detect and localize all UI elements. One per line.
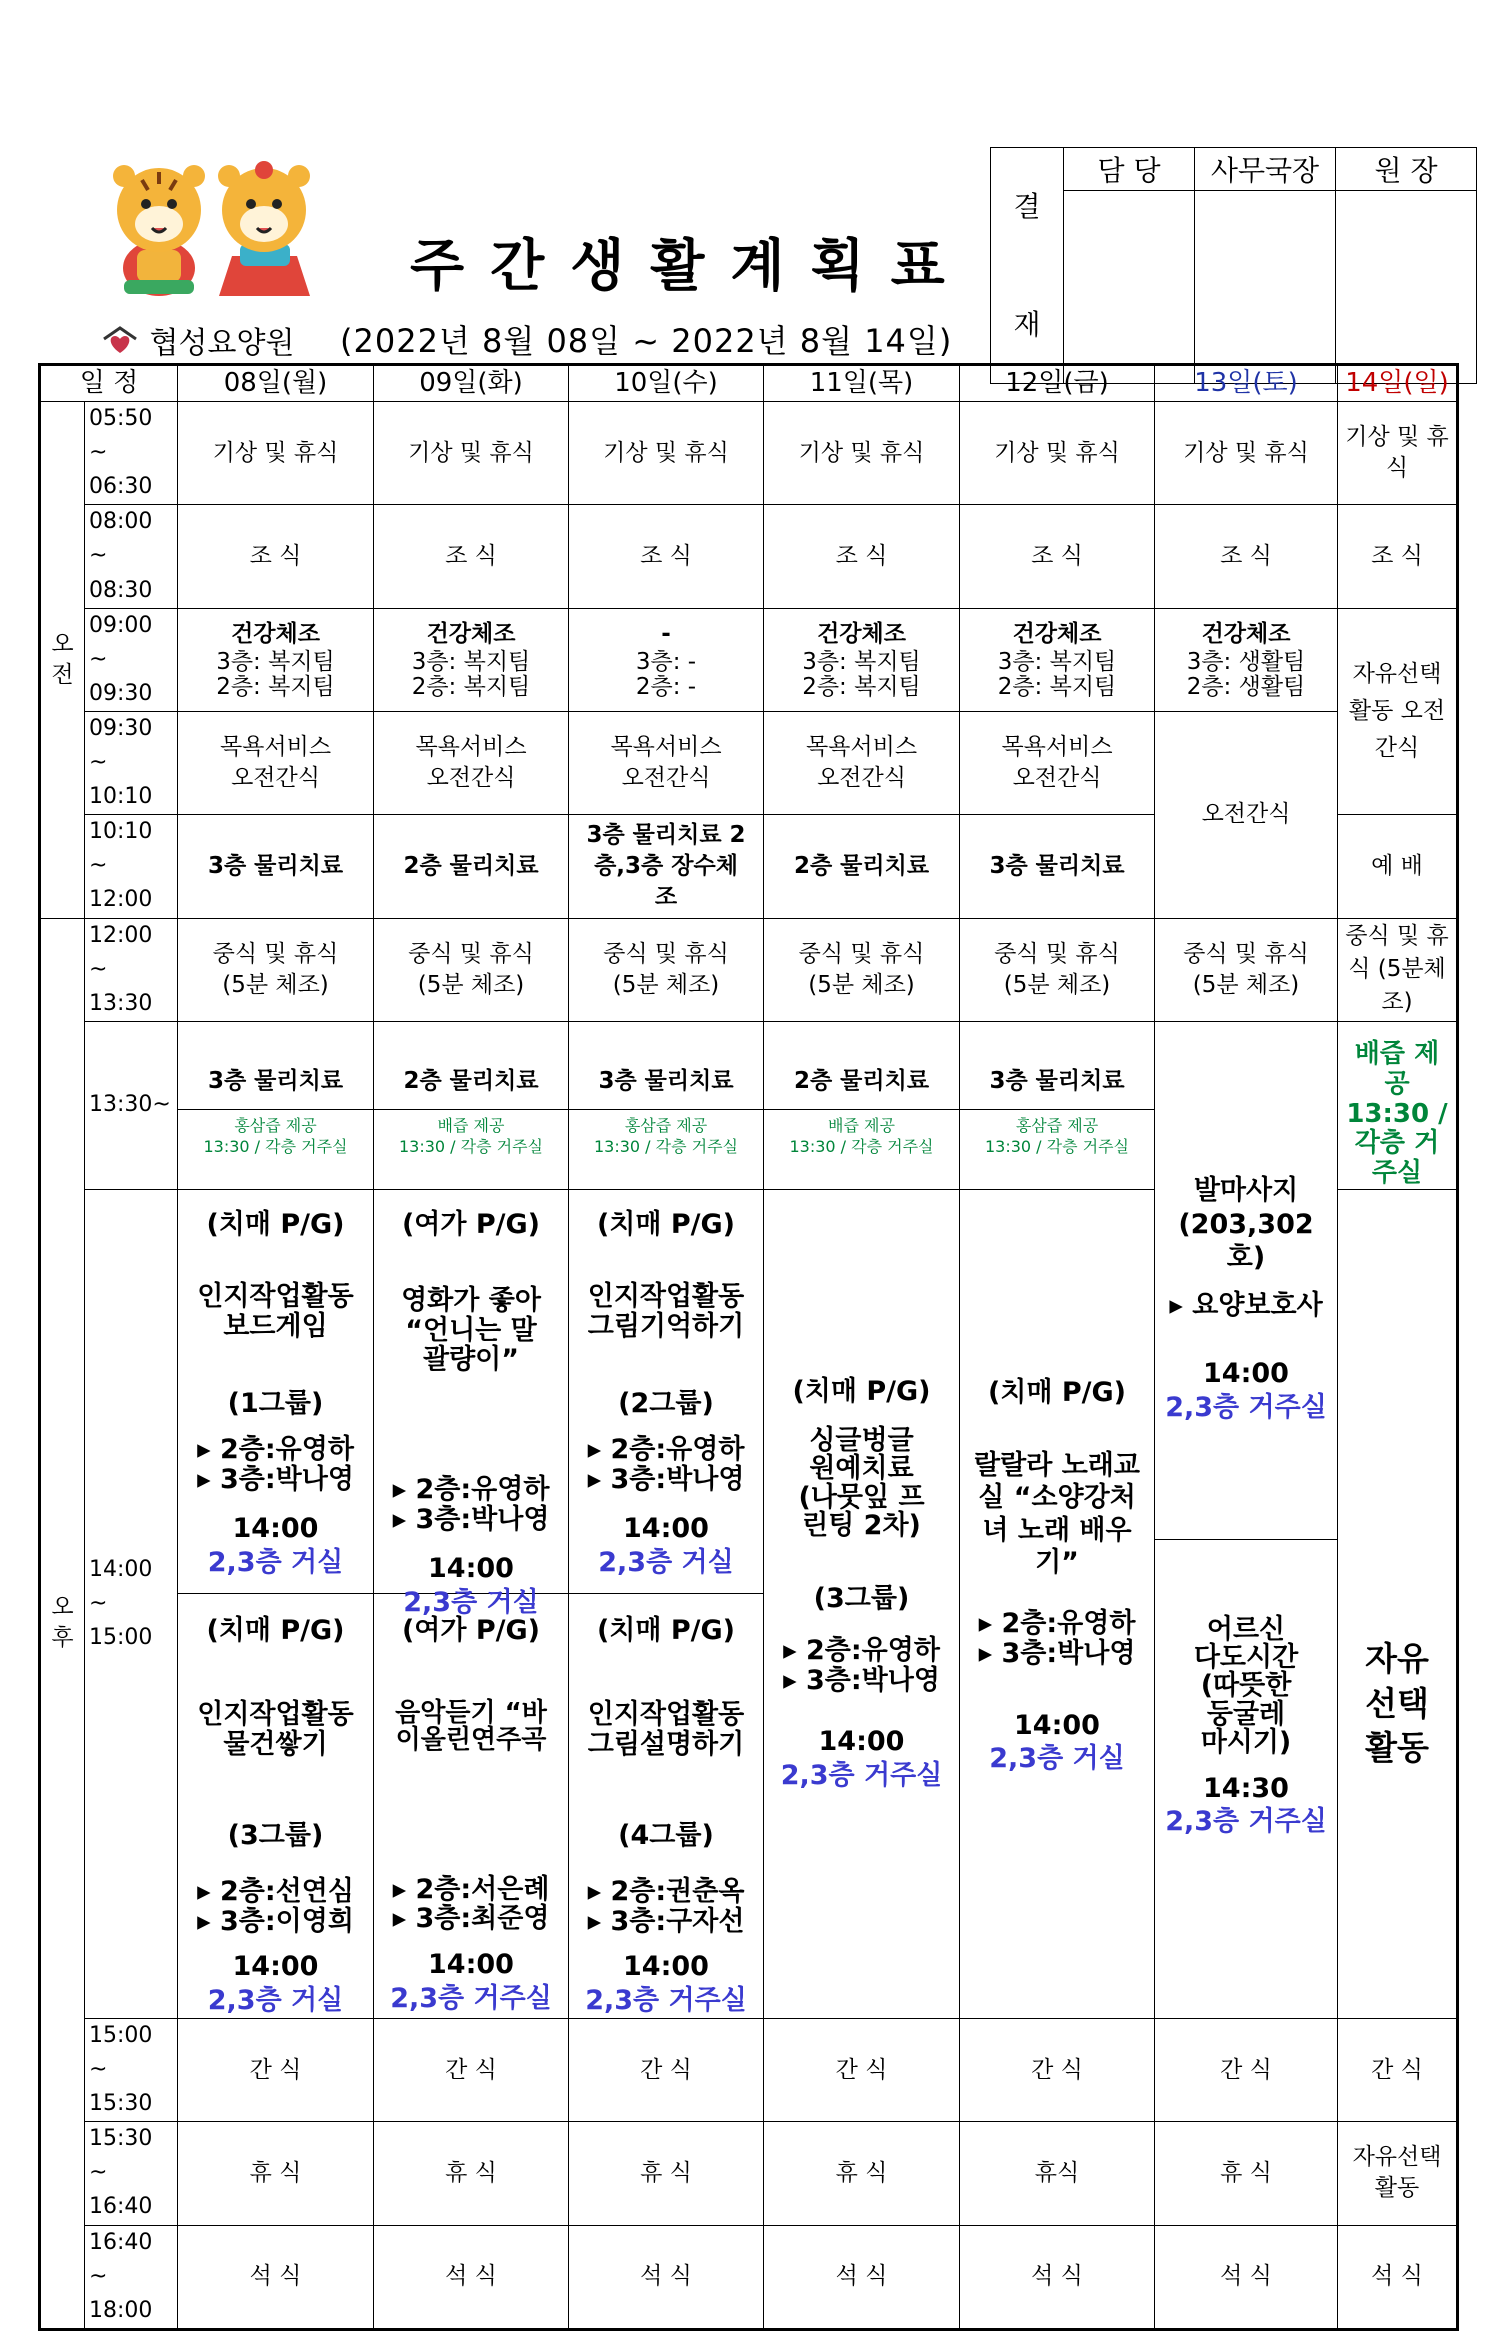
- breakfast-cell: 조 식: [569, 505, 764, 608]
- day-header-saturday: 13일(토): [1155, 365, 1338, 402]
- time-slot: 16:40 ~ 18:00: [85, 2225, 178, 2329]
- snack-cell: 간 식: [374, 2018, 569, 2121]
- org-name: [100, 318, 294, 362]
- exercise-cell: 건강체조 3층: 복지팀 2층: 복지팀: [374, 608, 569, 711]
- rest-cell: 휴 식: [569, 2122, 764, 2225]
- snack-cell: 간 식: [178, 2018, 374, 2121]
- sunday-free-activity-cell: 자유 선택 활동: [1338, 1190, 1458, 2019]
- lunch-cell: 중식 및 휴식 (5분 체조): [764, 918, 960, 1021]
- day-header-sunday: 14일(일): [1338, 365, 1458, 402]
- dinner-cell: 석 식: [569, 2225, 764, 2329]
- bath-cell: 목욕서비스 오전간식: [178, 711, 374, 814]
- saturday-afternoon-cell: 발마사지 (203,302호) ▸ 요양보호사 14:00 2,3층 거주실 어르신 다도시간 (따뜻한 둥굴레 마시기) 14:30 2,3층 거주실: [1155, 1021, 1338, 2018]
- day-header: 11일(목): [764, 365, 960, 402]
- page-title: 주간생활계획표: [410, 234, 971, 299]
- rest-cell: 휴식: [960, 2122, 1155, 2225]
- header-corner: 일 정: [40, 365, 178, 402]
- wake-cell: 기상 및 휴식: [374, 402, 569, 505]
- wake-cell: 기상 및 휴식: [960, 402, 1155, 505]
- dinner-cell: 석 식: [764, 2225, 960, 2329]
- bath-cell: 목욕서비스 오전간식: [569, 711, 764, 814]
- rest-cell-sunday: 자유선택 활동: [1338, 2122, 1458, 2225]
- rest-cell: 휴 식: [178, 2122, 374, 2225]
- wake-cell: 기상 및 휴식: [1155, 402, 1338, 505]
- therapy-cell: 2층 물리치료: [764, 815, 960, 918]
- heart-house-icon: [100, 325, 140, 357]
- day-header: 12일(금): [960, 365, 1155, 402]
- date-range: (2022년 8월 08일 ~ 2022년 8월 14일): [340, 322, 953, 360]
- wake-cell: 기상 및 휴식: [178, 402, 374, 505]
- lunch-cell: 중식 및 휴식 (5분 체조): [1155, 918, 1338, 1021]
- breakfast-cell: 조 식: [374, 505, 569, 608]
- day-header-row: [40, 365, 1458, 402]
- sunday-juice-cell: 배즙 제공 13:30 / 각층 거주실: [1338, 1021, 1458, 1189]
- breakfast-cell: 조 식: [178, 505, 374, 608]
- bath-cell: 목욕서비스 오전간식: [374, 711, 569, 814]
- lunch-cell-sunday: 중식 및 휴식 (5분체조): [1338, 918, 1458, 1021]
- therapy-cell: 3층 물리치료: [960, 815, 1155, 918]
- sign-box-manager[interactable]: [1064, 191, 1195, 384]
- snack-cell: 간 식: [569, 2018, 764, 2121]
- sunday-morning-cell: 자유선택 활동 오전간식: [1338, 608, 1458, 815]
- afternoon-therapy-cell: 3층 물리치료 홍삼즙 제공 13:30 / 각층 거주실: [178, 1021, 374, 1189]
- wake-cell-sunday: 기상 및 휴식: [1338, 402, 1458, 505]
- tiger-mascot-girl-icon: [212, 156, 317, 298]
- afternoon-therapy-cell: 3층 물리치료 홍삼즙 제공 13:30 / 각층 거주실: [569, 1021, 764, 1189]
- breakfast-cell: 조 식: [1155, 505, 1338, 608]
- approval-box: [990, 147, 1477, 384]
- exercise-cell: 건강체조 3층: 복지팀 2층: 복지팀: [960, 608, 1155, 711]
- approval-header-secretary: 사무국장: [1195, 148, 1336, 191]
- afternoon-label: 오 후: [40, 918, 85, 2329]
- bath-cell: 목욕서비스 오전간식: [960, 711, 1155, 814]
- program-cell-tuesday: (여가 P/G) 영화가 좋아 “언니는 말괄량이” ▸ 2층:유영하 ▸ 3층:박나영 14:00 2,3층 거실 (여가 P/G) 음악듣기 “바이올린연주곡 ▸ 2층:서은례 ▸ 3층:최준영 14:00 2,3층 거주실: [374, 1190, 569, 2019]
- sign-box-director[interactable]: [1336, 191, 1477, 384]
- tiger-mascot-boy-icon: [112, 158, 207, 296]
- time-slot: 12:00 ~ 13:30: [85, 918, 178, 1021]
- time-slot: 14:00 ~ 15:00: [85, 1190, 178, 2019]
- dinner-cell: 석 식: [374, 2225, 569, 2329]
- time-slot: 09:00 ~ 09:30: [85, 608, 178, 711]
- time-slot: 15:00 ~ 15:30: [85, 2018, 178, 2121]
- breakfast-cell: 조 식: [1338, 505, 1458, 608]
- time-slot: 15:30 ~ 16:40: [85, 2122, 178, 2225]
- therapy-cell: 2층 물리치료: [374, 815, 569, 918]
- wake-cell: 기상 및 휴식: [764, 402, 960, 505]
- approval-side-label: 결 재: [991, 148, 1064, 384]
- program-cell-thursday: (치매 P/G) 싱글벙글 원예치료 (나뭇잎 프린팅 2차) (3그룹) ▸ 2층:유영하 ▸ 3층:박나영 14:00 2,3층 거주실: [764, 1190, 960, 2019]
- lunch-cell: 중식 및 휴식 (5분 체조): [178, 918, 374, 1021]
- schedule-table: [38, 363, 1459, 2331]
- dinner-cell: 석 식: [1338, 2225, 1458, 2329]
- snack-cell: 간 식: [1155, 2018, 1338, 2121]
- dinner-cell: 석 식: [178, 2225, 374, 2329]
- day-header: 08일(월): [178, 365, 374, 402]
- afternoon-therapy-cell: 3층 물리치료 홍삼즙 제공 13:30 / 각층 거주실: [960, 1021, 1155, 1189]
- therapy-cell: 3층 물리치료: [178, 815, 374, 918]
- exercise-cell: - 3층: - 2층: -: [569, 608, 764, 711]
- sign-box-secretary[interactable]: [1195, 191, 1336, 384]
- snack-cell: 간 식: [960, 2018, 1155, 2121]
- afternoon-therapy-cell: 2층 물리치료 배즙 제공 13:30 / 각층 거주실: [374, 1021, 569, 1189]
- rest-cell: 휴 식: [374, 2122, 569, 2225]
- day-header: 10일(수): [569, 365, 764, 402]
- exercise-cell: 건강체조 3층: 복지팀 2층: 복지팀: [178, 608, 374, 711]
- dinner-cell: 석 식: [960, 2225, 1155, 2329]
- program-cell-monday: (치매 P/G) 인지작업활동 보드게임 (1그룹) ▸ 2층:유영하 ▸ 3층:박나영 14:00 2,3층 거실 (치매 P/G) 인지작업활동 물건쌓기 (3그룹) ▸ 2층:선연심 ▸ 3층:이영희 14:00 2,3층 거실: [178, 1190, 374, 2019]
- approval-header-director: 원 장: [1336, 148, 1477, 191]
- morning-label: 오 전: [40, 402, 85, 918]
- bath-cell: 목욕서비스 오전간식: [764, 711, 960, 814]
- therapy-cell: 3층 물리치료 2층,3층 장수체조: [569, 815, 764, 918]
- program-cell-friday: (치매 P/G) 랄랄라 노래교실 “소양강처녀 노래 배우기” ▸ 2층:유영하 ▸ 3층:박나영 14:00 2,3층 거실: [960, 1190, 1155, 2019]
- dinner-cell: 석 식: [1155, 2225, 1338, 2329]
- snack-cell: 간 식: [764, 2018, 960, 2121]
- time-slot: 05:50 ~ 06:30: [85, 402, 178, 505]
- saturday-snack-cell: 오전간식: [1155, 711, 1338, 918]
- time-slot: 13:30~: [85, 1021, 178, 1189]
- afternoon-therapy-cell: 2층 물리치료 배즙 제공 13:30 / 각층 거주실: [764, 1021, 960, 1189]
- approval-header-manager: 담 당: [1064, 148, 1195, 191]
- day-header: 09일(화): [374, 365, 569, 402]
- lunch-cell: 중식 및 휴식 (5분 체조): [374, 918, 569, 1021]
- breakfast-cell: 조 식: [960, 505, 1155, 608]
- exercise-cell: 건강체조 3층: 복지팀 2층: 복지팀: [764, 608, 960, 711]
- wake-cell: 기상 및 휴식: [569, 402, 764, 505]
- rest-cell: 휴 식: [764, 2122, 960, 2225]
- lunch-cell: 중식 및 휴식 (5분 체조): [569, 918, 764, 1021]
- exercise-cell: 건강체조 3층: 생활팀 2층: 생활팀: [1155, 608, 1338, 711]
- org-label: 협성요양원: [149, 326, 295, 361]
- lunch-cell: 중식 및 휴식 (5분 체조): [960, 918, 1155, 1021]
- time-slot: 08:00 ~ 08:30: [85, 505, 178, 608]
- breakfast-cell: 조 식: [764, 505, 960, 608]
- program-cell-wednesday: (치매 P/G) 인지작업활동 그림기억하기 (2그룹) ▸ 2층:유영하 ▸ 3층:박나영 14:00 2,3층 거실 (치매 P/G) 인지작업활동 그림설명하기 (4그룹) ▸ 2층:권춘옥 ▸ 3층:구자선 14:00 2,3층 거주실: [569, 1190, 764, 2019]
- time-slot: 09:30 ~ 10:10: [85, 711, 178, 814]
- worship-cell: 예 배: [1338, 815, 1458, 918]
- rest-cell: 휴 식: [1155, 2122, 1338, 2225]
- snack-cell: 간 식: [1338, 2018, 1458, 2121]
- time-slot: 10:10 ~ 12:00: [85, 815, 178, 918]
